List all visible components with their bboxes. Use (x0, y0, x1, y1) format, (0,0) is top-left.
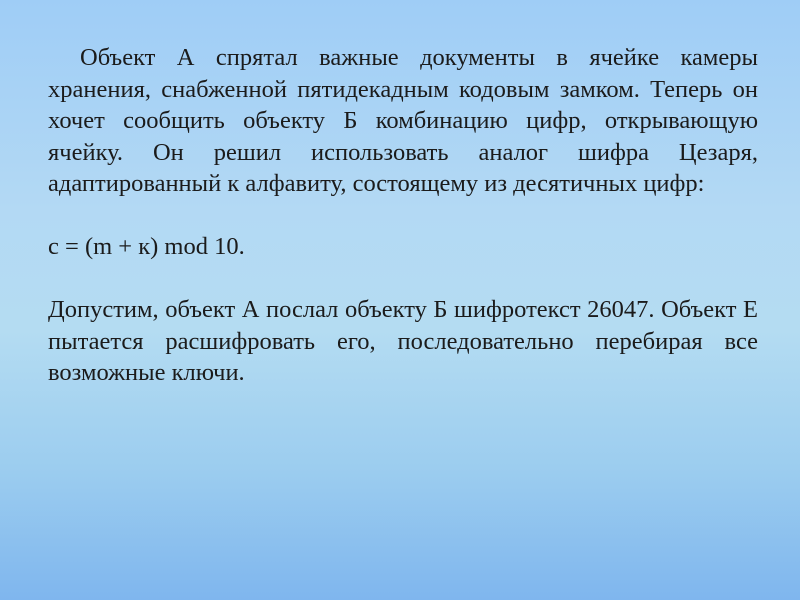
ciphertext-paragraph: Допустим, объект А послал объекту Б шифротекст 26047. Объект Е пытается расшифровать его, последовательно перебирая все возможные ключи. (48, 296, 758, 386)
slide-content (48, 42, 758, 389)
cipher-formula: с = (m + к) mod 10. (48, 233, 245, 260)
problem-statement-paragraph: Объект А спрятал важные документы в ячейке камеры хранения, снабженной пятидекадным кодовым замком. Теперь он хочет сообщить объекту Б комбинацию цифр, открывающую ячейку. Он решил использовать аналог шифра Цезаря, адаптированный к алфавиту, состоящему из десятичных цифр: (48, 44, 758, 197)
